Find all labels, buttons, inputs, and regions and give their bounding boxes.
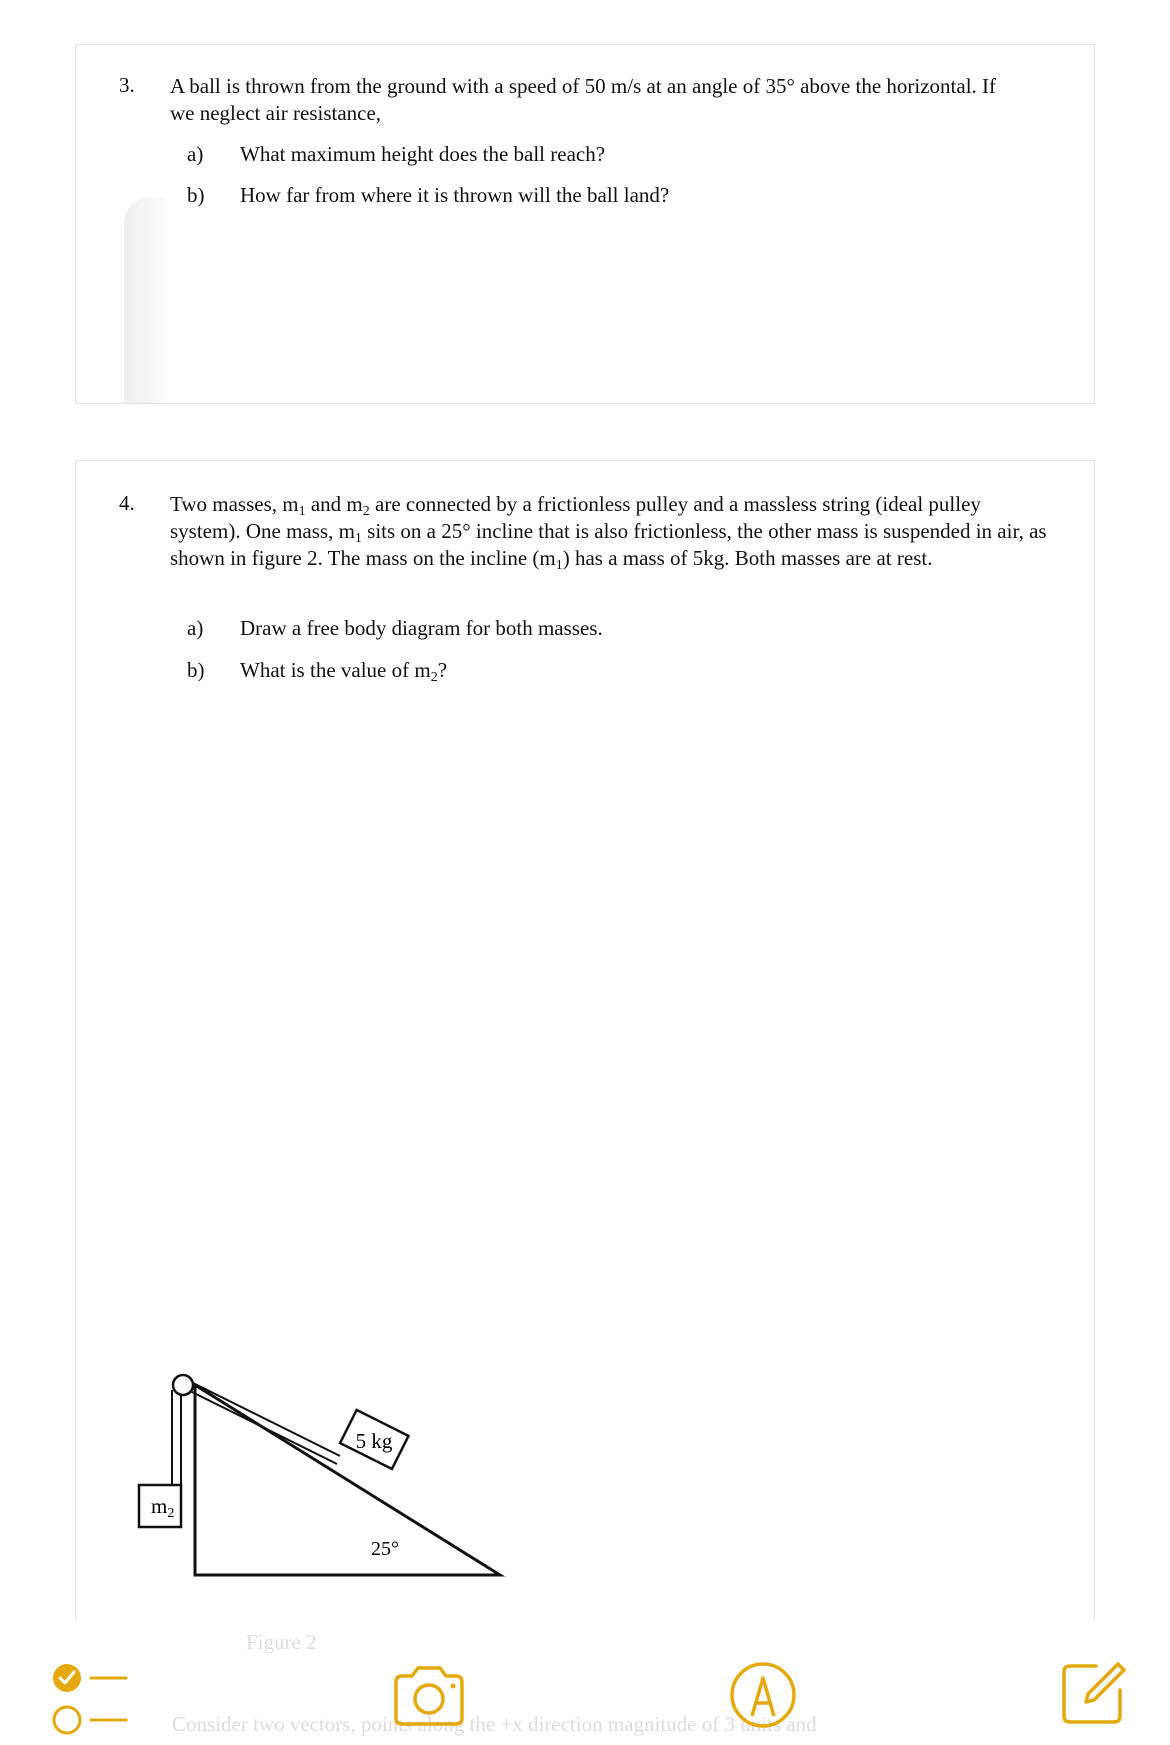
question-4-number: 4. [119, 491, 135, 515]
part-text: What maximum height does the ball reach? [240, 142, 606, 166]
block-5kg [339, 1410, 408, 1471]
notes-toolbar [0, 1640, 1170, 1740]
question-3-card [75, 44, 1095, 404]
angle-label: 25° [371, 1538, 399, 1560]
part-text: How far from where it is thrown will the ball land? [240, 183, 670, 207]
pulley-icon [173, 1375, 193, 1395]
markup-icon [728, 1660, 798, 1730]
camera-button[interactable] [390, 1664, 470, 1728]
part-label: a) [187, 616, 204, 640]
question-3-text: A ball is thrown from the ground with a speed of 50 m/s at an angle of 35° above the horizontal. If we neglect air resistance, [170, 74, 997, 125]
block-label: 5 kg [355, 1428, 393, 1453]
question-4-text: Two masses, $m_1$ and $m_2$ are connected by a frictionless pulley and a massless string (ideal pulley system). One mass, $m_1$ sits on a 25° incline that is also frictionless, the other mass is suspended in air, as shown in figure 2. The mass on the incline $(m_1)$ has a mass of 5kg. Both masses are at rest. [170, 492, 1047, 573]
checklist-button[interactable] [48, 1660, 138, 1740]
compose-icon [1058, 1656, 1128, 1726]
camera-icon [390, 1664, 470, 1728]
part-label: b) [187, 658, 205, 682]
part-label: a) [187, 142, 204, 166]
hanging-mass-label: m2 [151, 1494, 175, 1521]
part-text: Draw a free body diagram for both masses. [240, 616, 603, 640]
incline-pulley-figure [125, 1365, 525, 1585]
question-3-number: 3. [119, 73, 135, 97]
markup-button[interactable] [728, 1660, 798, 1730]
part-label: b) [187, 183, 205, 207]
next-question-text: Consider two vectors, points along the +x direction magnitude of 3 units and [172, 1712, 817, 1736]
incline-triangle [195, 1385, 500, 1575]
page-curl-shadow [124, 197, 164, 403]
checklist-icon [48, 1660, 138, 1740]
figure-caption: Figure 2 [246, 1630, 317, 1654]
part-text: What is the value of $m_2$? [240, 658, 448, 685]
compose-button[interactable] [1058, 1656, 1128, 1726]
